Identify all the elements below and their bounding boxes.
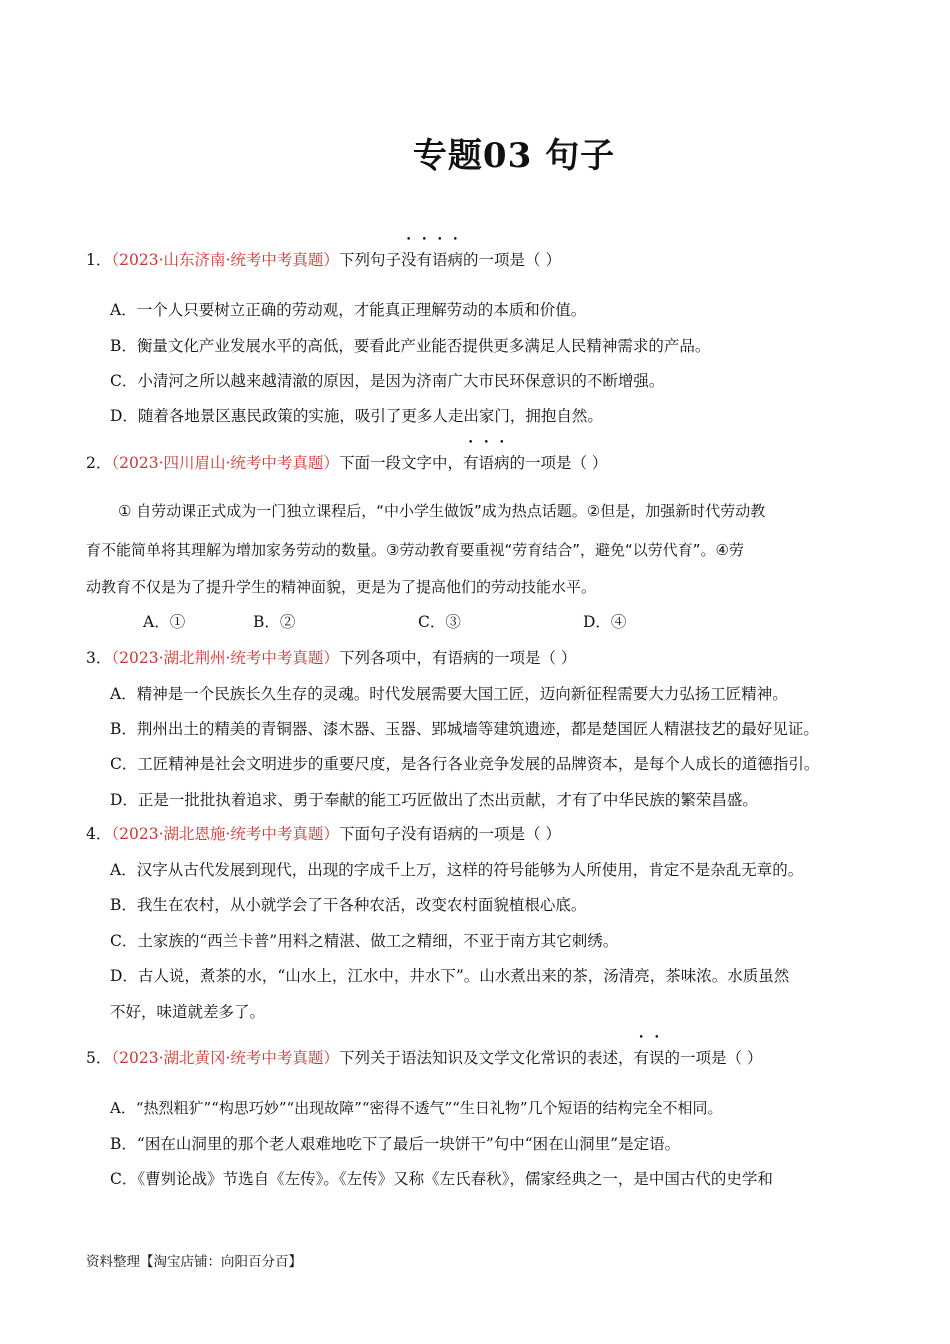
question-number: 2． (86, 454, 112, 472)
question-source: （2023·山东济南·统考中考真题） (111, 251, 339, 269)
question-5-option-b: B．“困在山洞里的那个老人艰难地吃下了最后一块饼干”句中“困在山洞里”是定语。 (110, 1135, 681, 1153)
emphasis-char: 没 (400, 251, 417, 269)
question-1-option-d: D．随着各地景区惠民政策的实施，吸引了更多人走出家门，拥抱自然。 (110, 407, 603, 425)
question-source: （2023·湖北恩施·统考中考真题） (111, 825, 339, 843)
question-source: （2023·湖北黄冈·统考中考真题） (111, 1049, 339, 1067)
question-2-option-b: B．② (253, 613, 296, 631)
question-5-stem (86, 1046, 762, 1068)
question-4-option-b: B．我生在农村，从小就学会了干各种农活，改变农村面貌植根心底。 (110, 896, 587, 914)
emphasis-char: 病 (447, 251, 464, 269)
passage-line-1: ① 自劳动课正式成为一门独立课程后，“中小学生做饭”成为热点话题。②但是，加强新时代劳动教 (118, 502, 766, 520)
question-number: 5． (86, 1049, 112, 1067)
emphasis-char: 病 (493, 454, 510, 472)
question-3-stem (86, 646, 576, 668)
question-3-option-c: C．工匠精神是社会文明进步的重要尺度，是各行各业竞争发展的品牌资本，是每个人成长的道德指引。 (110, 755, 820, 773)
question-1-option-b: B．衡量文化产业发展水平的高低，要看此产业能否提供更多满足人民精神需求的产品。 (110, 337, 711, 355)
question-1-option-a: A．一个人只要树立正确的劳动观，才能真正理解劳动的本质和价值。 (110, 301, 587, 319)
stem-text: 的一项是（ ） (509, 454, 608, 472)
question-3-option-a: A．精神是一个民族长久生存的灵魂。时代发展需要大国工匠，迈向新征程需要大力弘扬工匠精神。 (110, 685, 788, 703)
stem-text: 的一项是（ ） (664, 1049, 763, 1067)
stem-text: 下列各项中，有语病的一项是（ ） (338, 649, 577, 667)
page-title: 专题03 句子 (412, 136, 616, 176)
question-4-option-a: A．汉字从古代发展到现代，出现的字成千上万，这样的符号能够为人所使用，肯定不是杂乱无章的。 (110, 861, 804, 879)
question-4-option-d-cont: 不好，味道就差多了。 (110, 1003, 266, 1021)
question-1-stem (86, 248, 561, 270)
question-source: （2023·湖北荆州·统考中考真题） (111, 649, 339, 667)
emphasis-char: 语 (431, 251, 448, 269)
emphasis-char: 有 (462, 454, 479, 472)
question-4-stem (86, 822, 561, 844)
stem-text: 下面一段文字中， (338, 454, 463, 472)
question-4-option-c: C．土家族的“西兰卡普”用料之精湛、做工之精细，不亚于南方其它刺绣。 (110, 932, 619, 950)
emphasis-char: 语 (478, 454, 494, 472)
stem-text: 的一项是（ ） (463, 251, 561, 269)
question-2-option-a: A．① (143, 613, 186, 631)
emphasis-char: 有 (633, 1049, 649, 1067)
question-source: （2023·四川眉山·统考中考真题） (111, 454, 339, 472)
question-1-option-c: C．小清河之所以越来越清澈的原因，是因为济南广大市民环保意识的不断增强。 (110, 372, 665, 390)
question-4-option-d: D．古人说，煮茶的水，“山水上，江水中，井水下”。山水煮出来的茶，汤清亮，茶味浓。水质虽然 (110, 967, 790, 985)
question-2-stem (86, 451, 607, 473)
question-3-option-d: D．正是一批批执着追求、勇于奉献的能工巧匠做出了杰出贡献，才有了中华民族的繁荣昌盛。 (110, 791, 758, 809)
question-5-option-c: C．《曹刿论战》节选自《左传》。《左传》又称《左氏春秋》，儒家经典之一，是中国古代的史学和 (110, 1170, 773, 1188)
page-footer: 资料整理【淘宝店铺：向阳百分百】 (86, 1254, 302, 1270)
emphasis-char: 有 (416, 251, 432, 269)
question-5-option-a: A．“热烈粗犷”“构思巧妙”“出现故障”“密得不透气”“生日礼物”几个短语的结构完全不相同。 (110, 1099, 723, 1117)
question-2-option-d: D．④ (583, 613, 627, 631)
question-2-option-c: C．③ (418, 613, 461, 631)
stem-text: 下面句子没有语病的一项是（ ） (338, 825, 561, 843)
stem-text: 下列关于语法知识及文学文化常识的表述， (338, 1049, 634, 1067)
question-3-option-b: B．荆州出土的精美的青铜器、漆木器、玉器、郢城墙等建筑遗迹，都是楚国匠人精湛技艺的最好见证。 (110, 720, 819, 738)
question-number: 1． (86, 251, 112, 269)
passage-line-3: 动教育不仅是为了提升学生的精神面貌，更是为了提高他们的劳动技能水平。 (86, 578, 597, 596)
stem-text: 下列句子 (338, 251, 401, 269)
question-number: 3． (86, 649, 112, 667)
passage-line-2: 育不能简单将其理解为增加家务劳动的数量。③劳动教育要重视“劳育结合”，避免“以劳代育”。④劳 (86, 541, 744, 559)
emphasis-char: 误 (648, 1049, 665, 1067)
question-number: 4． (86, 825, 112, 843)
